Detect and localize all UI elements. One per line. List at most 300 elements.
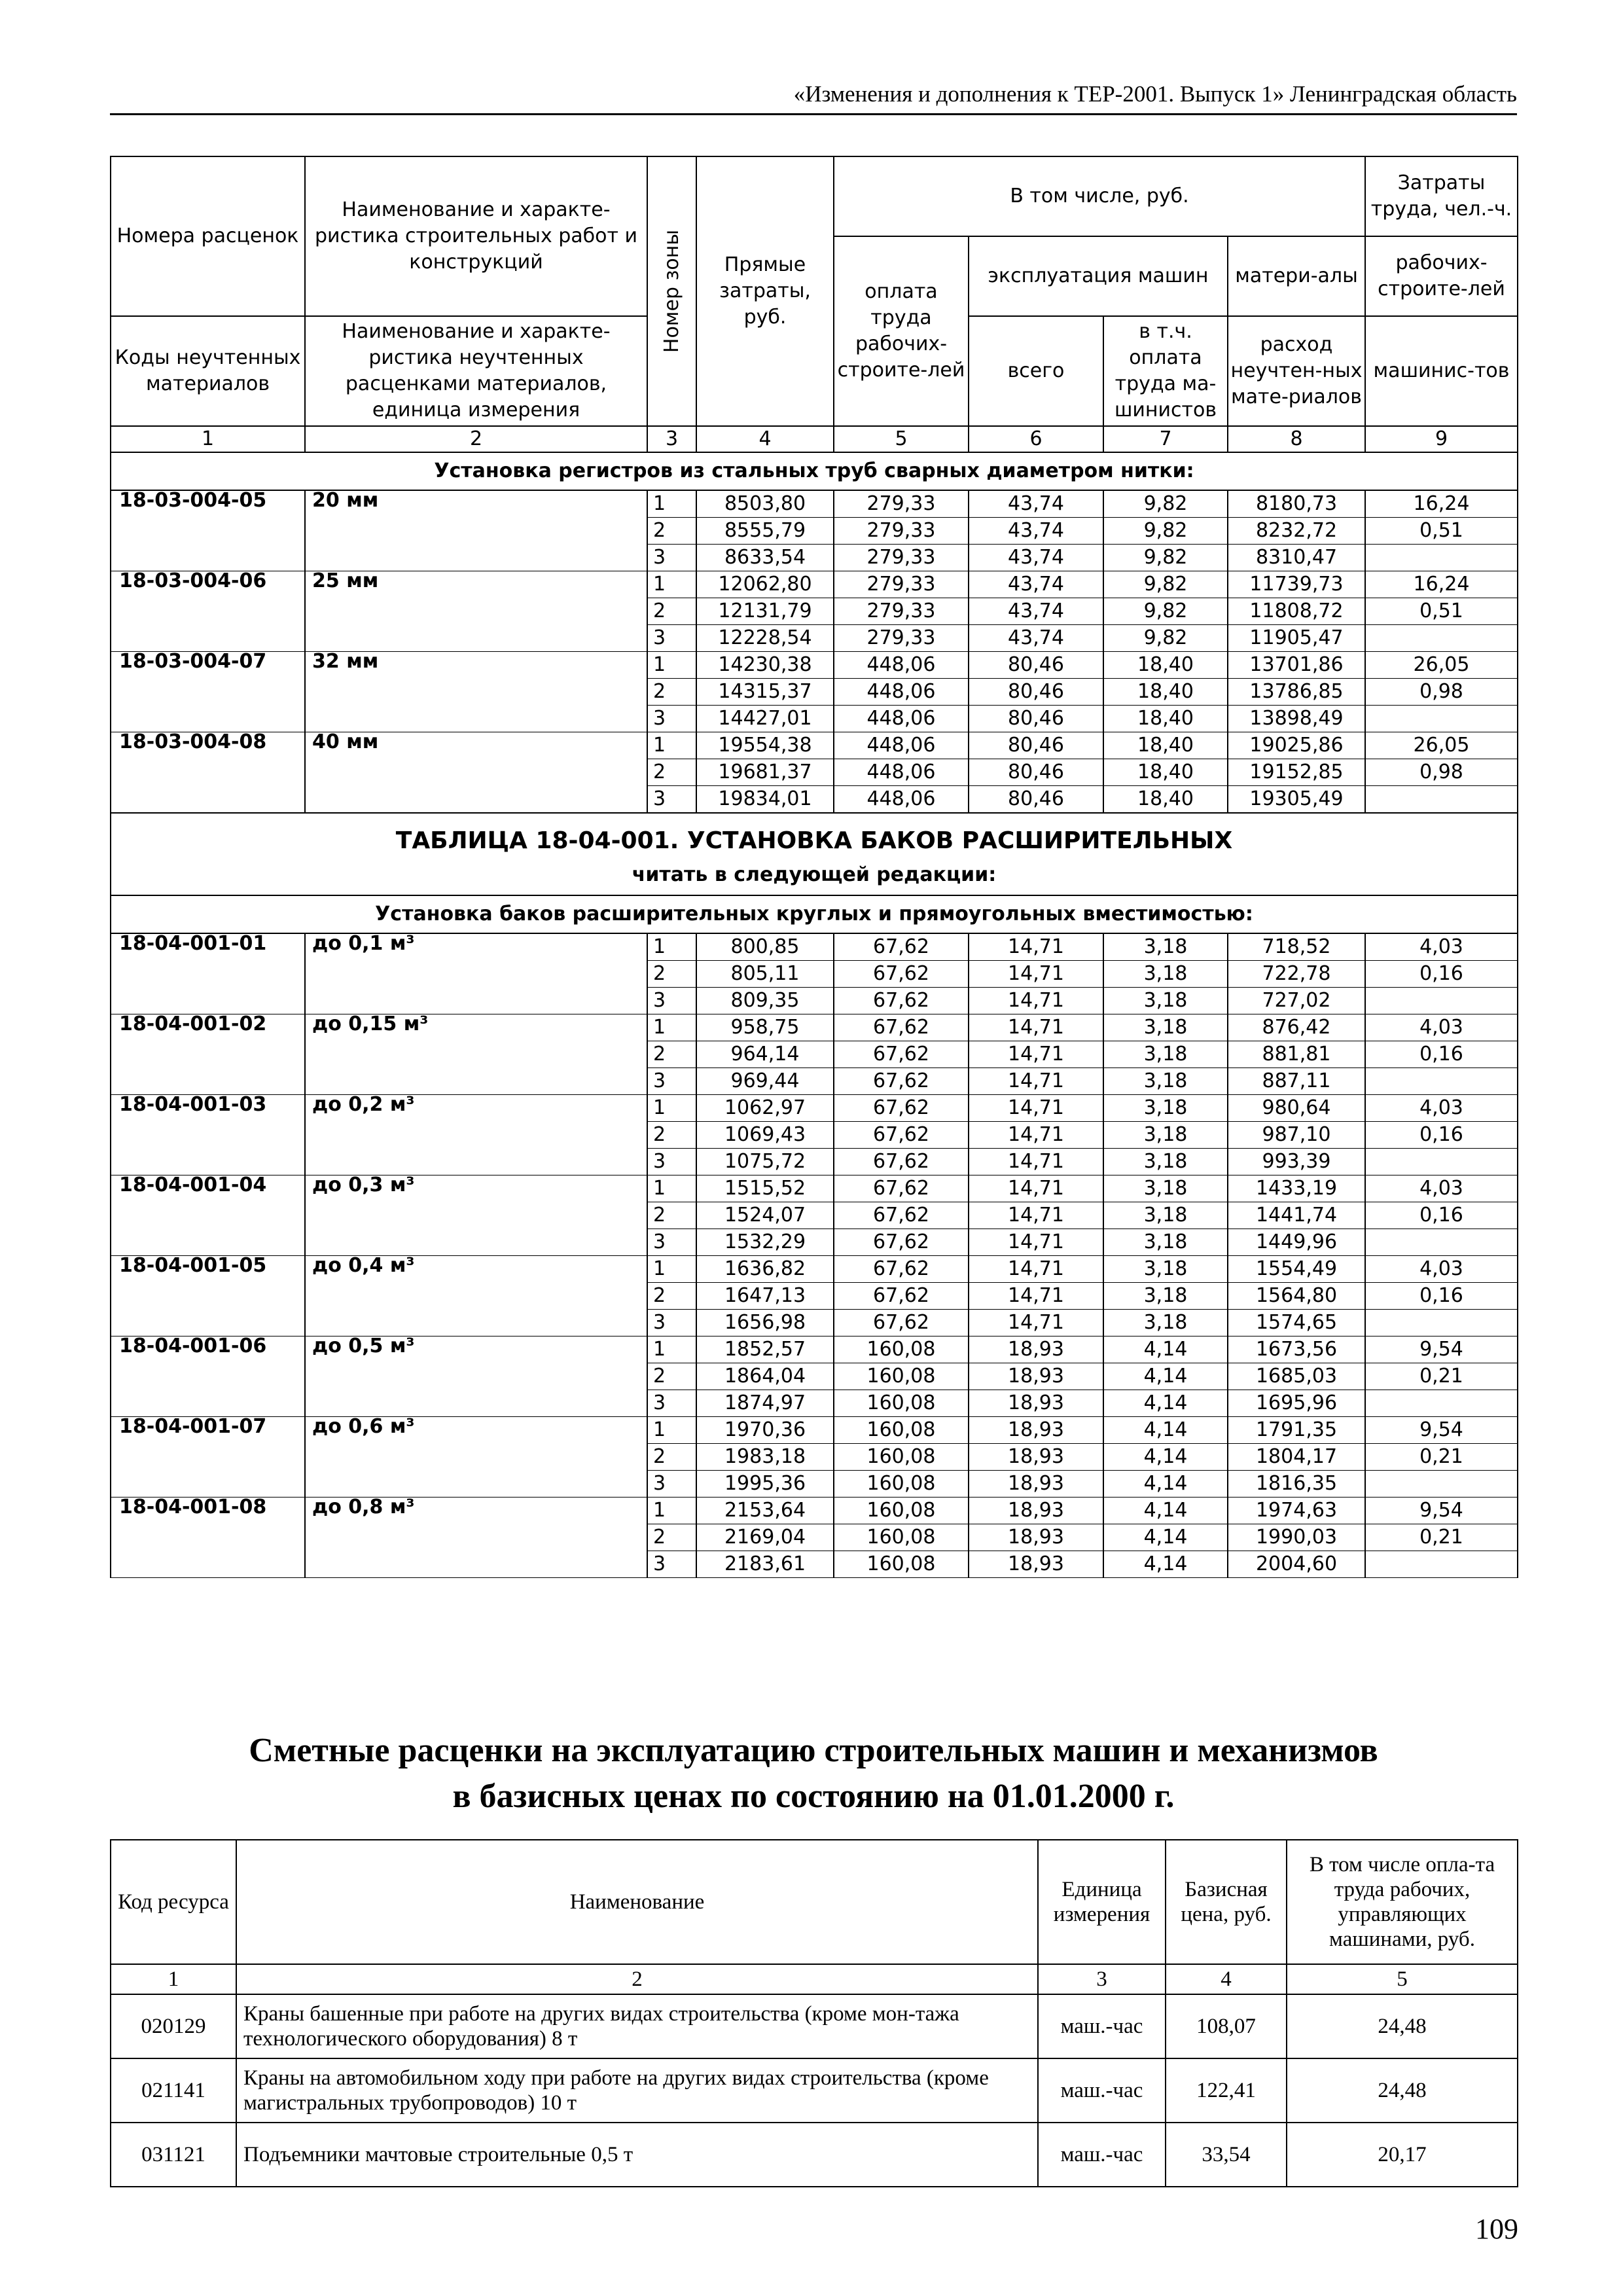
labor-machinists: 0,51 bbox=[1365, 518, 1518, 545]
wages: 279,33 bbox=[834, 625, 969, 652]
machinist-wages: 3,18 bbox=[1103, 933, 1228, 961]
machinist-wages: 3,18 bbox=[1103, 1229, 1228, 1256]
machine-code: 031121 bbox=[111, 2123, 236, 2187]
rate-name: 40 мм bbox=[305, 732, 647, 814]
machines-total: 18,93 bbox=[969, 1417, 1103, 1444]
rate-code: 18-04-001-02 bbox=[111, 1014, 305, 1095]
zone-number: 1 bbox=[647, 490, 696, 518]
wages: 160,08 bbox=[834, 1498, 969, 1524]
zone-number: 2 bbox=[647, 961, 696, 988]
rate-name: до 0,15 м³ bbox=[305, 1014, 647, 1095]
machines-total: 14,71 bbox=[969, 933, 1103, 961]
machines-total: 18,93 bbox=[969, 1551, 1103, 1578]
wages: 160,08 bbox=[834, 1444, 969, 1471]
zone-number: 1 bbox=[647, 1095, 696, 1122]
machine-head-code: Код ресурса bbox=[111, 1840, 236, 1964]
machinist-wages: 4,14 bbox=[1103, 1390, 1228, 1417]
machines-total: 14,71 bbox=[969, 961, 1103, 988]
machine-head-wages: В том числе опла-та труда рабочих, управляющих машинами, руб. bbox=[1287, 1840, 1518, 1964]
materials: 1554,49 bbox=[1228, 1256, 1365, 1283]
materials: 876,42 bbox=[1228, 1014, 1365, 1041]
materials: 19305,49 bbox=[1228, 786, 1365, 814]
materials: 1685,03 bbox=[1228, 1363, 1365, 1390]
machinist-wages: 3,18 bbox=[1103, 1202, 1228, 1229]
zone-number: 2 bbox=[647, 518, 696, 545]
labor-machinists: 0,21 bbox=[1365, 1524, 1518, 1551]
materials: 11808,72 bbox=[1228, 598, 1365, 625]
machine-wages: 24,48 bbox=[1287, 2058, 1518, 2123]
direct-costs: 14230,38 bbox=[696, 652, 834, 679]
rate-code: 18-03-004-06 bbox=[111, 571, 305, 652]
machine-name: Подъемники мачтовые строительные 0,5 т bbox=[236, 2123, 1038, 2187]
direct-costs: 19554,38 bbox=[696, 732, 834, 759]
head-labor-costs: Затраты труда, чел.-ч. bbox=[1365, 156, 1518, 236]
labor-machinists: 0,16 bbox=[1365, 1283, 1518, 1310]
direct-costs: 12062,80 bbox=[696, 571, 834, 598]
materials: 987,10 bbox=[1228, 1122, 1365, 1149]
direct-costs: 1864,04 bbox=[696, 1363, 834, 1390]
rate-name: до 0,8 м³ bbox=[305, 1498, 647, 1578]
zone-number: 2 bbox=[647, 1524, 696, 1551]
tanks-heading: Установка баков расширительных круглых и прямоугольных вместимостью: bbox=[111, 895, 1518, 933]
head-name: Наименование и характе-ристика строительных работ и конструкций bbox=[305, 156, 647, 316]
materials: 980,64 bbox=[1228, 1095, 1365, 1122]
machines-total: 14,71 bbox=[969, 1122, 1103, 1149]
labor-machinists: 0,16 bbox=[1365, 1041, 1518, 1068]
zone-number: 3 bbox=[647, 786, 696, 814]
direct-costs: 2183,61 bbox=[696, 1551, 834, 1578]
materials: 8180,73 bbox=[1228, 490, 1365, 518]
machines-total: 80,46 bbox=[969, 706, 1103, 732]
rate-name: до 0,4 м³ bbox=[305, 1256, 647, 1336]
direct-costs: 1636,82 bbox=[696, 1256, 834, 1283]
head-machines-total: всего bbox=[969, 316, 1103, 426]
direct-costs: 12228,54 bbox=[696, 625, 834, 652]
machine-row bbox=[111, 2058, 1518, 2123]
rate-name: до 0,2 м³ bbox=[305, 1095, 647, 1175]
wages: 448,06 bbox=[834, 706, 969, 732]
machines-total: 43,74 bbox=[969, 518, 1103, 545]
labor-workers: 26,05 bbox=[1365, 732, 1518, 759]
wages: 279,33 bbox=[834, 490, 969, 518]
machinist-wages: 3,18 bbox=[1103, 1068, 1228, 1095]
zone-number: 1 bbox=[647, 571, 696, 598]
machines-total: 43,74 bbox=[969, 625, 1103, 652]
labor-machinists: 0,21 bbox=[1365, 1444, 1518, 1471]
labor-workers: 4,03 bbox=[1365, 1014, 1518, 1041]
wages: 67,62 bbox=[834, 1202, 969, 1229]
direct-costs: 1874,97 bbox=[696, 1390, 834, 1417]
machine-title-line2: в базисных ценах по состоянию на 01.01.2000 г. bbox=[452, 1778, 1175, 1815]
labor-machinists: 0,51 bbox=[1365, 598, 1518, 625]
head-machinist-wages: в т.ч. оплата труда ма-шинистов bbox=[1103, 316, 1228, 426]
rate-row bbox=[111, 933, 1518, 961]
zone-number: 1 bbox=[647, 1175, 696, 1202]
head-codes: Номера расценок bbox=[111, 156, 305, 316]
machine-col-number: 2 bbox=[236, 1964, 1038, 1994]
machines-total: 43,74 bbox=[969, 490, 1103, 518]
zone-number: 3 bbox=[647, 706, 696, 732]
wages: 67,62 bbox=[834, 1068, 969, 1095]
rate-code: 18-04-001-05 bbox=[111, 1256, 305, 1336]
rate-row bbox=[111, 1336, 1518, 1363]
zone-number: 2 bbox=[647, 1444, 696, 1471]
machines-total: 14,71 bbox=[969, 1175, 1103, 1202]
zone-number: 3 bbox=[647, 545, 696, 571]
rate-code: 18-04-001-03 bbox=[111, 1095, 305, 1175]
wages: 160,08 bbox=[834, 1471, 969, 1498]
rate-name: до 0,3 м³ bbox=[305, 1175, 647, 1256]
head-wages: оплата труда рабочих-строите-лей bbox=[834, 236, 969, 426]
machinist-wages: 3,18 bbox=[1103, 988, 1228, 1014]
machine-price: 122,41 bbox=[1166, 2058, 1287, 2123]
materials: 2004,60 bbox=[1228, 1551, 1365, 1578]
machines-total: 14,71 bbox=[969, 1149, 1103, 1175]
direct-costs: 809,35 bbox=[696, 988, 834, 1014]
direct-costs: 1970,36 bbox=[696, 1417, 834, 1444]
machinist-wages: 4,14 bbox=[1103, 1551, 1228, 1578]
materials: 1804,17 bbox=[1228, 1444, 1365, 1471]
machine-price: 33,54 bbox=[1166, 2123, 1287, 2187]
machine-wages: 20,17 bbox=[1287, 2123, 1518, 2187]
machines-total: 18,93 bbox=[969, 1336, 1103, 1363]
machines-total: 18,93 bbox=[969, 1498, 1103, 1524]
materials: 727,02 bbox=[1228, 988, 1365, 1014]
labor-machinists: 0,16 bbox=[1365, 1202, 1518, 1229]
zone-number: 1 bbox=[647, 1336, 696, 1363]
rate-code: 18-04-001-01 bbox=[111, 933, 305, 1014]
labor-machinists: 0,16 bbox=[1365, 961, 1518, 988]
labor-machinists: 0,16 bbox=[1365, 1122, 1518, 1149]
head-direct: Прямые затраты, руб. bbox=[696, 156, 834, 426]
head-machines: эксплуатация машин bbox=[969, 236, 1228, 316]
zone-number: 2 bbox=[647, 1283, 696, 1310]
direct-costs: 1524,07 bbox=[696, 1202, 834, 1229]
head-unaccounted-name: Наименование и характе-ристика неучтенных расценками материалов, единица измерения bbox=[305, 316, 647, 426]
zone-number: 2 bbox=[647, 679, 696, 706]
zone-number: 3 bbox=[647, 1149, 696, 1175]
machines-total: 80,46 bbox=[969, 679, 1103, 706]
materials: 1695,96 bbox=[1228, 1390, 1365, 1417]
machinist-wages: 9,82 bbox=[1103, 518, 1228, 545]
machine-col-number: 4 bbox=[1166, 1964, 1287, 1994]
rate-name: до 0,1 м³ bbox=[305, 933, 647, 1014]
table-18-04-001-title bbox=[111, 813, 1518, 895]
wages: 67,62 bbox=[834, 1283, 969, 1310]
head-machinists: машинис-тов bbox=[1365, 316, 1518, 426]
machinist-wages: 4,14 bbox=[1103, 1471, 1228, 1498]
wages: 160,08 bbox=[834, 1390, 969, 1417]
direct-costs: 14315,37 bbox=[696, 679, 834, 706]
wages: 67,62 bbox=[834, 1014, 969, 1041]
rate-row bbox=[111, 1498, 1518, 1524]
rates-table bbox=[110, 156, 1518, 1578]
rate-name: до 0,6 м³ bbox=[305, 1417, 647, 1498]
rate-name: 25 мм bbox=[305, 571, 647, 652]
wages: 448,06 bbox=[834, 732, 969, 759]
zone-number: 2 bbox=[647, 598, 696, 625]
direct-costs: 8633,54 bbox=[696, 545, 834, 571]
machinist-wages: 18,40 bbox=[1103, 706, 1228, 732]
materials: 881,81 bbox=[1228, 1041, 1365, 1068]
machine-code: 021141 bbox=[111, 2058, 236, 2123]
materials: 13786,85 bbox=[1228, 679, 1365, 706]
zone-number: 3 bbox=[647, 625, 696, 652]
direct-costs: 964,14 bbox=[696, 1041, 834, 1068]
direct-costs: 1075,72 bbox=[696, 1149, 834, 1175]
wages: 67,62 bbox=[834, 1122, 969, 1149]
materials: 1441,74 bbox=[1228, 1202, 1365, 1229]
direct-costs: 1983,18 bbox=[696, 1444, 834, 1471]
materials: 1791,35 bbox=[1228, 1417, 1365, 1444]
zone-number: 1 bbox=[647, 1256, 696, 1283]
direct-costs: 8555,79 bbox=[696, 518, 834, 545]
machines-total: 18,93 bbox=[969, 1471, 1103, 1498]
direct-costs: 19681,37 bbox=[696, 759, 834, 786]
direct-costs: 1515,52 bbox=[696, 1175, 834, 1202]
rate-row bbox=[111, 1256, 1518, 1283]
head-workers: рабочих-строите-лей bbox=[1365, 236, 1518, 316]
labor-workers: 9,54 bbox=[1365, 1498, 1518, 1524]
direct-costs: 958,75 bbox=[696, 1014, 834, 1041]
labor-machinists: 0,21 bbox=[1365, 1363, 1518, 1390]
zone-number: 3 bbox=[647, 1551, 696, 1578]
machine-row bbox=[111, 1994, 1518, 2058]
wages: 160,08 bbox=[834, 1417, 969, 1444]
machinist-wages: 4,14 bbox=[1103, 1336, 1228, 1363]
zone-number: 1 bbox=[647, 1417, 696, 1444]
direct-costs: 12131,79 bbox=[696, 598, 834, 625]
machine-unit: маш.-час bbox=[1038, 2123, 1166, 2187]
machines-total: 14,71 bbox=[969, 1202, 1103, 1229]
machines-total: 14,71 bbox=[969, 1041, 1103, 1068]
materials: 13898,49 bbox=[1228, 706, 1365, 732]
page-number: 109 bbox=[1475, 2213, 1518, 2245]
machinist-wages: 4,14 bbox=[1103, 1444, 1228, 1471]
machines-total: 14,71 bbox=[969, 1256, 1103, 1283]
machines-total: 14,71 bbox=[969, 1310, 1103, 1336]
labor-empty bbox=[1365, 1310, 1518, 1336]
machines-total: 80,46 bbox=[969, 759, 1103, 786]
rate-row bbox=[111, 652, 1518, 679]
machines-total: 14,71 bbox=[969, 988, 1103, 1014]
wages: 67,62 bbox=[834, 988, 969, 1014]
zone-number: 2 bbox=[647, 1202, 696, 1229]
materials: 722,78 bbox=[1228, 961, 1365, 988]
rate-row bbox=[111, 1175, 1518, 1202]
wages: 448,06 bbox=[834, 759, 969, 786]
direct-costs: 1656,98 bbox=[696, 1310, 834, 1336]
wages: 448,06 bbox=[834, 652, 969, 679]
header-rule bbox=[110, 113, 1517, 115]
machinist-wages: 4,14 bbox=[1103, 1363, 1228, 1390]
labor-machinists: 0,98 bbox=[1365, 679, 1518, 706]
labor-workers: 4,03 bbox=[1365, 1095, 1518, 1122]
zone-number: 1 bbox=[647, 933, 696, 961]
materials: 13701,86 bbox=[1228, 652, 1365, 679]
labor-empty bbox=[1365, 1551, 1518, 1578]
wages: 67,62 bbox=[834, 1256, 969, 1283]
rate-name: 20 мм bbox=[305, 490, 647, 571]
col-number: 4 bbox=[696, 426, 834, 452]
machinist-wages: 4,14 bbox=[1103, 1417, 1228, 1444]
machine-column-numbers-row bbox=[111, 1964, 1518, 1994]
machine-name: Краны на автомобильном ходу при работе на других видах строительства (кроме магистральных трубопроводов) 10 т bbox=[236, 2058, 1038, 2123]
rate-code: 18-04-001-08 bbox=[111, 1498, 305, 1578]
materials: 1974,63 bbox=[1228, 1498, 1365, 1524]
zone-number: 3 bbox=[647, 988, 696, 1014]
machine-head-name: Наименование bbox=[236, 1840, 1038, 1964]
col-number: 7 bbox=[1103, 426, 1228, 452]
head-zone bbox=[647, 156, 696, 426]
rate-code: 18-04-001-06 bbox=[111, 1336, 305, 1417]
machines-total: 43,74 bbox=[969, 571, 1103, 598]
machine-rates-title bbox=[110, 1728, 1517, 1820]
machinist-wages: 3,18 bbox=[1103, 1149, 1228, 1175]
machinist-wages: 9,82 bbox=[1103, 571, 1228, 598]
labor-empty bbox=[1365, 545, 1518, 571]
wages: 279,33 bbox=[834, 545, 969, 571]
rate-row bbox=[111, 490, 1518, 518]
machine-code: 020129 bbox=[111, 1994, 236, 2058]
machinist-wages: 3,18 bbox=[1103, 1175, 1228, 1202]
labor-empty bbox=[1365, 1390, 1518, 1417]
head-zone-label: Номер зоны bbox=[660, 229, 683, 353]
labor-empty bbox=[1365, 786, 1518, 814]
machinist-wages: 3,18 bbox=[1103, 1014, 1228, 1041]
machine-wages: 24,48 bbox=[1287, 1994, 1518, 2058]
tanks-section bbox=[111, 895, 1518, 1578]
rate-name: 32 мм bbox=[305, 652, 647, 732]
head-unaccounted-use: расход неучтен-ных мате-риалов bbox=[1228, 316, 1365, 426]
machinist-wages: 3,18 bbox=[1103, 1041, 1228, 1068]
direct-costs: 805,11 bbox=[696, 961, 834, 988]
machinist-wages: 3,18 bbox=[1103, 1256, 1228, 1283]
machinist-wages: 18,40 bbox=[1103, 786, 1228, 814]
wages: 279,33 bbox=[834, 518, 969, 545]
rate-row bbox=[111, 571, 1518, 598]
head-including: В том числе, руб. bbox=[834, 156, 1365, 236]
labor-workers: 16,24 bbox=[1365, 490, 1518, 518]
machines-total: 18,93 bbox=[969, 1363, 1103, 1390]
machine-col-number: 1 bbox=[111, 1964, 236, 1994]
zone-number: 3 bbox=[647, 1068, 696, 1095]
direct-costs: 1852,57 bbox=[696, 1336, 834, 1363]
col-number: 2 bbox=[305, 426, 647, 452]
labor-workers: 16,24 bbox=[1365, 571, 1518, 598]
col-number: 5 bbox=[834, 426, 969, 452]
materials: 718,52 bbox=[1228, 933, 1365, 961]
zone-number: 2 bbox=[647, 1122, 696, 1149]
machine-name: Краны башенные при работе на других видах строительства (кроме мон-тажа технологического оборудования) 8 т bbox=[236, 1994, 1038, 2058]
machinist-wages: 3,18 bbox=[1103, 961, 1228, 988]
machines-total: 14,71 bbox=[969, 1229, 1103, 1256]
machines-total: 18,93 bbox=[969, 1444, 1103, 1471]
direct-costs: 2153,64 bbox=[696, 1498, 834, 1524]
materials: 8310,47 bbox=[1228, 545, 1365, 571]
machine-row bbox=[111, 2123, 1518, 2187]
rate-code: 18-04-001-04 bbox=[111, 1175, 305, 1256]
wages: 67,62 bbox=[834, 1149, 969, 1175]
rate-row bbox=[111, 732, 1518, 759]
labor-workers: 9,54 bbox=[1365, 1417, 1518, 1444]
wages: 67,62 bbox=[834, 961, 969, 988]
machines-total: 14,71 bbox=[969, 1095, 1103, 1122]
materials: 993,39 bbox=[1228, 1149, 1365, 1175]
table-note: читать в следующей редакции: bbox=[111, 855, 1518, 895]
direct-costs: 14427,01 bbox=[696, 706, 834, 732]
machinist-wages: 9,82 bbox=[1103, 545, 1228, 571]
machine-unit: маш.-час bbox=[1038, 1994, 1166, 2058]
column-numbers-row bbox=[111, 426, 1518, 452]
direct-costs: 1647,13 bbox=[696, 1283, 834, 1310]
machinist-wages: 18,40 bbox=[1103, 652, 1228, 679]
rate-row bbox=[111, 1417, 1518, 1444]
wages: 160,08 bbox=[834, 1524, 969, 1551]
labor-workers: 4,03 bbox=[1365, 1256, 1518, 1283]
direct-costs: 1532,29 bbox=[696, 1229, 834, 1256]
rate-code: 18-04-001-07 bbox=[111, 1417, 305, 1498]
machine-col-number: 3 bbox=[1038, 1964, 1166, 1994]
table-title: ТАБЛИЦА 18-04-001. УСТАНОВКА БАКОВ РАСШИРИТЕЛЬНЫХ bbox=[111, 813, 1518, 855]
materials: 19025,86 bbox=[1228, 732, 1365, 759]
rate-row bbox=[111, 1095, 1518, 1122]
direct-costs: 1069,43 bbox=[696, 1122, 834, 1149]
machines-total: 14,71 bbox=[969, 1283, 1103, 1310]
labor-workers: 4,03 bbox=[1365, 1175, 1518, 1202]
direct-costs: 800,85 bbox=[696, 933, 834, 961]
labor-empty bbox=[1365, 1229, 1518, 1256]
machinist-wages: 3,18 bbox=[1103, 1095, 1228, 1122]
labor-workers: 26,05 bbox=[1365, 652, 1518, 679]
machines-total: 80,46 bbox=[969, 732, 1103, 759]
machines-total: 18,93 bbox=[969, 1390, 1103, 1417]
direct-costs: 19834,01 bbox=[696, 786, 834, 814]
machinist-wages: 4,14 bbox=[1103, 1498, 1228, 1524]
materials: 1574,65 bbox=[1228, 1310, 1365, 1336]
machinist-wages: 9,82 bbox=[1103, 598, 1228, 625]
machinist-wages: 3,18 bbox=[1103, 1283, 1228, 1310]
machinist-wages: 4,14 bbox=[1103, 1524, 1228, 1551]
rate-code: 18-03-004-07 bbox=[111, 652, 305, 732]
materials: 1673,56 bbox=[1228, 1336, 1365, 1363]
running-title: «Изменения и дополнения к ТЕР-2001. Выпуск 1» Ленинградская область bbox=[793, 81, 1517, 107]
materials: 11905,47 bbox=[1228, 625, 1365, 652]
wages: 160,08 bbox=[834, 1551, 969, 1578]
labor-empty bbox=[1365, 1471, 1518, 1498]
machine-rates-table bbox=[110, 1839, 1518, 2187]
machinist-wages: 18,40 bbox=[1103, 732, 1228, 759]
machine-col-number: 5 bbox=[1287, 1964, 1518, 1994]
machines-total: 80,46 bbox=[969, 786, 1103, 814]
wages: 448,06 bbox=[834, 679, 969, 706]
direct-costs: 1062,97 bbox=[696, 1095, 834, 1122]
col-number: 9 bbox=[1365, 426, 1518, 452]
registers-section bbox=[111, 452, 1518, 813]
machinist-wages: 9,82 bbox=[1103, 625, 1228, 652]
zone-number: 2 bbox=[647, 1363, 696, 1390]
machines-total: 14,71 bbox=[969, 1014, 1103, 1041]
zone-number: 3 bbox=[647, 1471, 696, 1498]
wages: 279,33 bbox=[834, 598, 969, 625]
labor-empty bbox=[1365, 1149, 1518, 1175]
labor-workers: 9,54 bbox=[1365, 1336, 1518, 1363]
machinist-wages: 3,18 bbox=[1103, 1122, 1228, 1149]
materials: 1816,35 bbox=[1228, 1471, 1365, 1498]
col-number: 8 bbox=[1228, 426, 1365, 452]
materials: 1564,80 bbox=[1228, 1283, 1365, 1310]
materials: 19152,85 bbox=[1228, 759, 1365, 786]
